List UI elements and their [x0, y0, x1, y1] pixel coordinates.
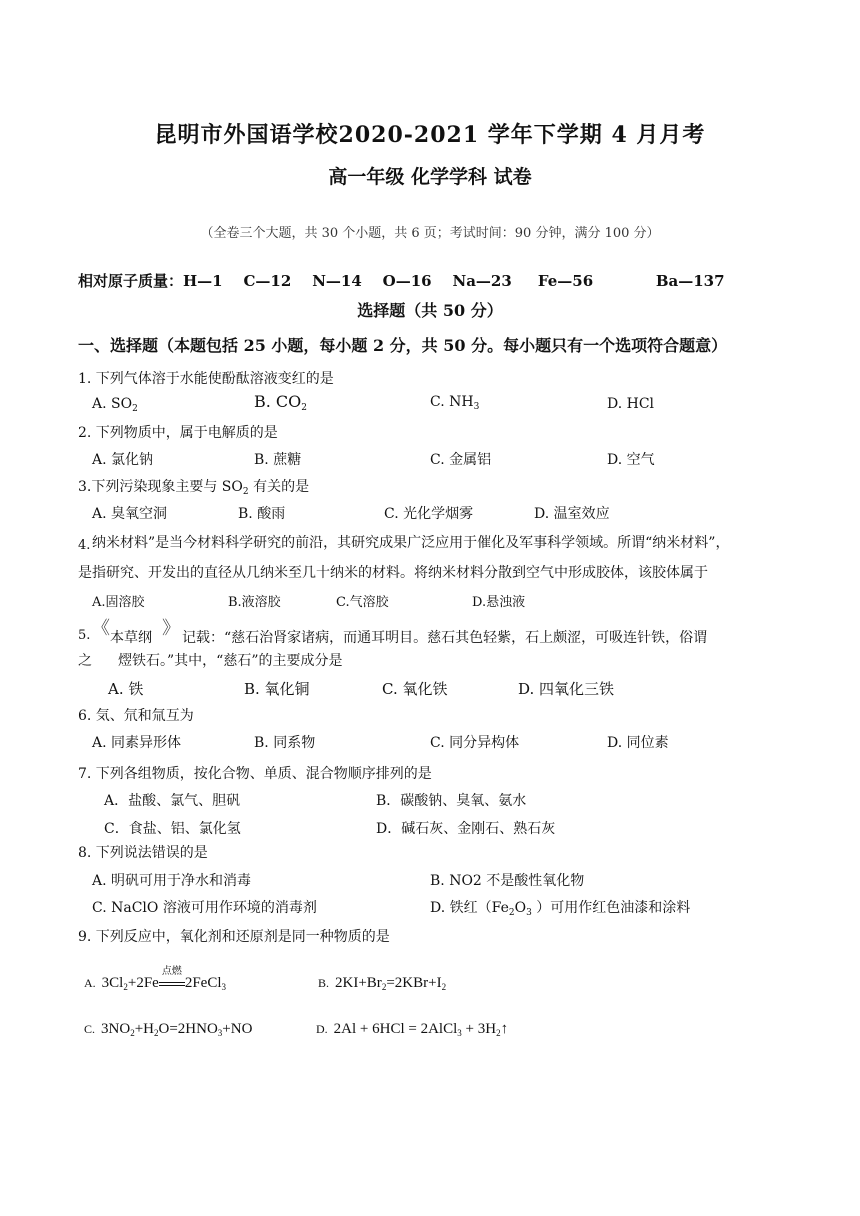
q6-option-d: D. 同位素 — [607, 735, 669, 751]
question-4-line2: 是指研究、开发出的直径从几纳米至几十纳米的材料。将纳米材料分散到空气中形成胶体，该胶体属于 — [78, 565, 708, 581]
q1-option-b: B. $CO_2$ — [254, 392, 308, 413]
q8-option-d: D. 铁红（$Fe_2O_3$ ）可用作红色油漆和涂料 — [430, 900, 691, 918]
exam-note: （全卷三个大题，共 30 个小题，共 6 页；考试时间：90 分钟，满分 100 分） — [200, 226, 660, 241]
gas-arrow-icon: ↑ — [500, 1021, 509, 1037]
q1-option-d: D. HCl — [607, 396, 655, 412]
reaction-condition: 点燃 — [159, 975, 185, 992]
q7-option-b: B．碳酸钠、臭氧、氨水 — [376, 793, 527, 809]
q8-option-a: A. 明矾可用于净水和消毒 — [92, 873, 252, 889]
q3-option-c: C. 光化学烟雾 — [384, 506, 474, 522]
q4-option-a: A.固溶胶 — [92, 595, 145, 610]
q4-number: 4. — [78, 538, 91, 553]
q7-option-a: A．盐酸、氯气、胆矾 — [104, 793, 241, 809]
q8-option-b: B. NO2 不是酸性氧化物 — [430, 873, 585, 889]
question-1-stem: 1. 下列气体溶于水能使酚酞溶液变红的是 — [78, 371, 334, 387]
question-7-stem: 7. 下列各组物质，按化合物、单质、混合物顺序排列的是 — [78, 766, 432, 782]
q9-option-d: D. 2Al + 6HCl = 2AlCl$_3$ + $3H_2↑$ — [316, 1021, 509, 1038]
q2-option-a: A. 氯化钠 — [92, 452, 154, 468]
book-bracket-left: 《 — [92, 618, 110, 639]
q2-option-d: D. 空气 — [607, 452, 655, 468]
question-5-line2a: 之 — [78, 653, 92, 669]
q9-option-b: B. $2KI+Br_2=2KBr+I_2$ — [318, 975, 447, 992]
q2-option-b: B. 蔗糖 — [254, 452, 302, 468]
question-9-stem: 9. 下列反应中，氧化剂和还原剂是同一种物质的是 — [78, 929, 390, 945]
q3-option-d: D. 温室效应 — [534, 506, 610, 522]
q9-option-c: C. $3NO_2+H_2O=2HNO_3+NO$ — [84, 1021, 253, 1038]
question-6-stem: 6. 気、氘和氚互为 — [78, 708, 194, 724]
q5-option-d: D. 四氧化三铁 — [518, 680, 615, 698]
q6-option-a: A. 同素异形体 — [92, 735, 182, 751]
q1-option-c: C. $NH_3$ — [430, 394, 480, 412]
q6-option-b: B. 同系物 — [254, 735, 316, 751]
question-2-stem: 2. 下列物质中，属于电解质的是 — [78, 425, 278, 441]
q4-option-c: C.气溶胶 — [336, 595, 389, 610]
atomic-mass-line: 相对原子质量：H—1 C—12 N—14 O—16 Na—23 Fe—56 Ba—137 — [78, 272, 725, 290]
q6-option-c: C. 同分异构体 — [430, 735, 520, 751]
section-heading: 选择题（共 50 分） — [357, 301, 503, 320]
question-5-line1: 记载：“慈石治肾家诸病，而通耳明目。慈石其色轻紫，石上颇涩，可吸连针铁，俗谓 — [182, 630, 708, 646]
q7-option-c: C．食盐、铝、氯化氢 — [104, 821, 241, 837]
q4-option-d: D.悬浊液 — [472, 595, 526, 610]
q3-option-b: B. 酸雨 — [238, 506, 286, 522]
q9-option-a: A. $3Cl_2+2Fe$ 点燃 2FeCl$_3$ — [84, 966, 227, 992]
question-5-line2b: 熤铁石。”其中，“慈石”的主要成分是 — [118, 653, 343, 669]
q5-book-title: 本草纲 — [110, 630, 152, 646]
q5-option-a: A. 铁 — [108, 680, 144, 698]
question-8-stem: 8. 下列说法错误的是 — [78, 845, 208, 861]
part-heading: 一、选择题（本题包括 25 小题，每小题 2 分，共 50 分。每小题只有一个选项符合题意） — [78, 336, 728, 355]
q4-option-b: B.液溶胶 — [228, 595, 281, 610]
question-4-line1: 纳米材料”是当今材料科学研究的前沿，其研究成果广泛应用于催化及军事科学领域。所谓“纳米材料”， — [92, 535, 730, 551]
q1-option-a: A. $SO_2$ — [92, 396, 138, 414]
page-subtitle: 高一年级 化学学科 试卷 — [328, 166, 532, 188]
book-bracket-right: 》 — [162, 618, 180, 639]
q5-option-b: B. 氧化铜 — [244, 680, 310, 698]
q3-option-a: A. 臭氧空洞 — [92, 506, 168, 522]
q5-option-c: C. 氧化铁 — [382, 680, 448, 698]
question-3-stem: 3.下列污染现象主要与 $SO_2$ 有关的是 — [78, 479, 310, 497]
q5-number: 5. — [78, 628, 91, 643]
q2-option-c: C. 金属铝 — [430, 452, 492, 468]
q8-option-c: C. NaClO 溶液可用作环境的消毒剂 — [92, 900, 317, 916]
page-title: 昆明市外国语学校2020-2021 学年下学期 4 月月考 — [154, 122, 706, 148]
q7-option-d: D．碱石灰、金刚石、熟石灰 — [376, 821, 556, 837]
